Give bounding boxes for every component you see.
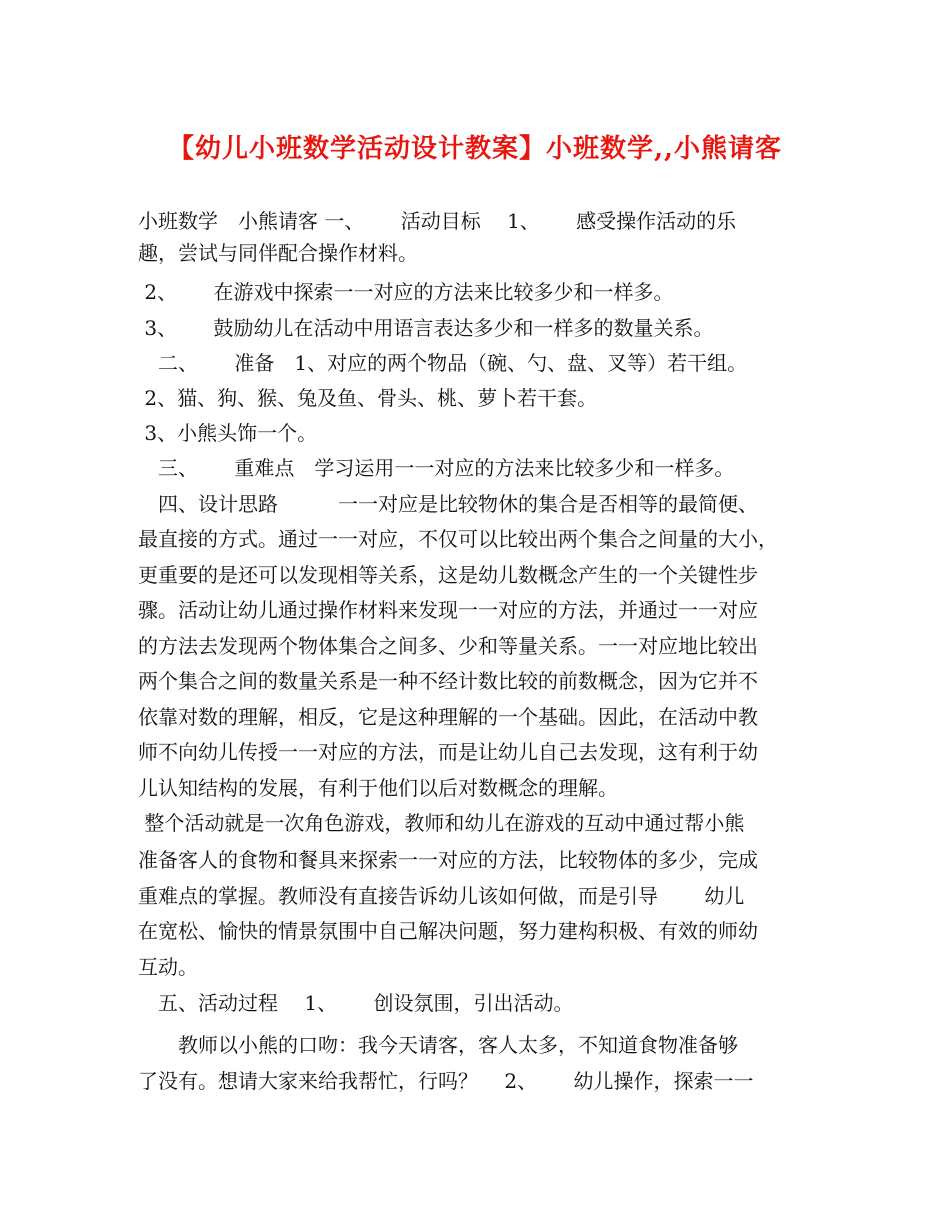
document-title: 【幼儿小班数学活动设计教案】小班数学,,小熊请客	[167, 134, 783, 164]
body-line: 重难点的掌握。教师没有直接告诉幼儿该如何做，而是引导 幼儿	[138, 884, 745, 908]
body-line: 教师以小熊的口吻：我今天请客，客人太多，不知道食物准备够	[138, 1033, 738, 1057]
body-line: 儿认知结构的发展，有利于他们以后对数概念的理解。	[138, 776, 618, 800]
body-line: 三、 重难点 学习运用一一对应的方法来比较多少和一样多。	[138, 456, 735, 480]
body-line: 3、 鼓励幼儿在活动中用语言表达多少和一样多的数量关系。	[138, 316, 714, 340]
body-line: 在宽松、愉快的情景氛围中自己解决问题，努力建构积极、有效的师幼	[138, 919, 758, 943]
body-line: 2、猫、狗、猴、兔及鱼、骨头、桃、萝卜若干套。	[138, 386, 598, 410]
body-line: 二、 准备 1、对应的两个物品（碗、勺、盘、叉等）若干组。	[138, 351, 748, 375]
body-line: 准备客人的食物和餐具来探索一一对应的方法，比较物体的多少，完成	[138, 848, 758, 872]
body-line: 3、小熊头饰一个。	[138, 421, 318, 445]
body-line: 互动。	[138, 955, 198, 979]
body-line: 2、 在游戏中探索一一对应的方法来比较多少和一样多。	[138, 280, 674, 304]
body-line: 了没有。想请大家来给我帮忙，行吗？ 2、 幼儿操作，探索一一	[138, 1069, 754, 1093]
body-line: 最直接的方式。通过一一对应，不仅可以比较出两个集合之间量的大小，	[138, 527, 778, 551]
body-line: 的方法去发现两个物体集合之间多、少和等量关系。一一对应地比较出	[138, 634, 758, 658]
body-line: 小班数学 小熊请客 一、 活动目标 1、 感受操作活动的乐	[138, 209, 737, 233]
body-line: 两个集合之间的数量关系是一种不经计数比较的前数概念，因为它并不	[138, 669, 758, 693]
body-line: 依靠对数的理解，相反，它是这种理解的一个基础。因此，在活动中教	[138, 705, 758, 729]
body-line: 整个活动就是一次角色游戏，教师和幼儿在游戏的互动中通过帮小熊	[138, 811, 745, 835]
body-line: 四、设计思路 一一对应是比较物休的集合是否相等的最简便、	[138, 492, 758, 516]
body-line: 五、活动过程 1、 创设氛围，引出活动。	[138, 991, 574, 1015]
body-line: 师不向幼儿传授一一对应的方法，而是让幼儿自己去发现，这有利于幼	[138, 740, 758, 764]
body-line: 更重要的是还可以发现相等关系，这是幼儿数概念产生的一个关键性步	[138, 563, 758, 587]
body-line: 骤。活动让幼儿通过操作材料来发现一一对应的方法，并通过一一对应	[138, 598, 758, 622]
body-line: 趣，尝试与同伴配合操作材料。	[138, 241, 418, 265]
